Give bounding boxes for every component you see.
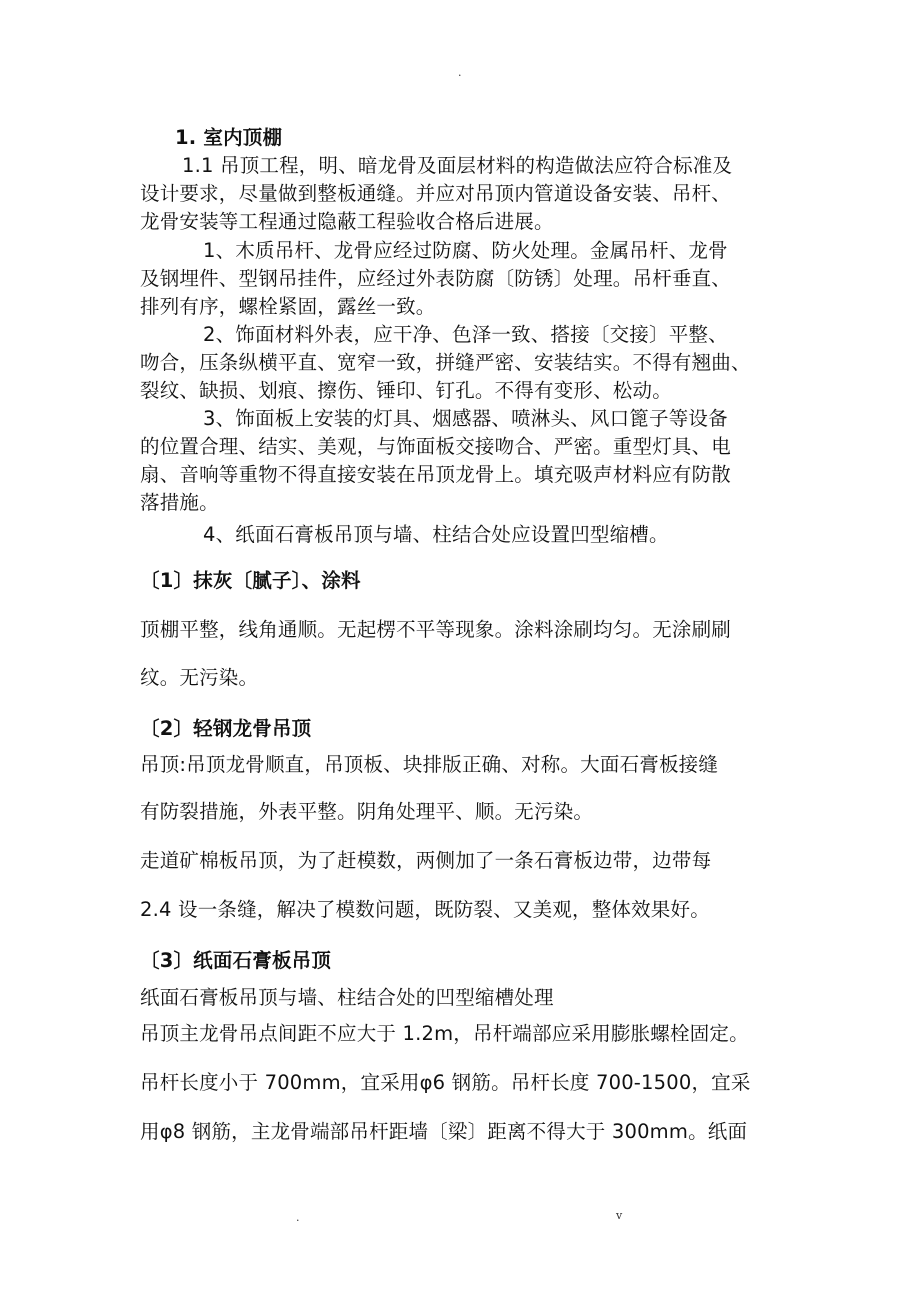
paragraph-line: 纸面石膏板吊顶与墙、柱结合处的凹型缩槽处理 [140,986,554,1009]
subsection-title: 〔1〕抹灰〔腻子〕、涂料 [140,569,361,592]
list-item-line: 落措施。 [140,491,219,514]
footer-right-mark: v [616,1209,623,1222]
paragraph-line: 龙骨安装等工程通过隐蔽工程验收合格后进展。 [140,210,554,233]
paragraph-line: 有防裂措施，外表平整。阴角处理平、顺。无污染。 [140,800,594,823]
list-item-line: 3、饰面板上安装的灯具、烟感器、喷淋头、风口篦子等设备 [203,407,728,430]
paragraph-line: 吊杆长度小于 700mm，宜采用φ6 钢筋。吊杆长度 700-1500，宜采 [140,1071,751,1094]
paragraph-line: 顶棚平整，线角通顺。无起楞不平等现象。涂料涂刷均匀。无涂刷刷 [140,618,732,641]
paragraph-line: 纹。无污染。 [140,666,259,689]
subsection-title: 〔2〕轻钢龙骨吊顶 [140,717,312,740]
list-item-line: 4、纸面石膏板吊顶与墙、柱结合处应设置凹型缩槽。 [203,523,669,546]
list-item-line: 排列有序，螺栓紧固，露丝一致。 [140,295,436,318]
list-item-line: 裂纹、缺损、划痕、擦伤、锤印、钉孔。不得有变形、松动。 [140,379,672,402]
paragraph-line: 吊顶主龙骨吊点间距不应大于 1.2m，吊杆端部应采用膨胀螺栓固定。 [140,1022,749,1045]
paragraph-line: 2.4 设一条缝，解决了模数问题，既防裂、又美观，整体效果好。 [140,898,710,921]
paragraph-line: 1.1 吊顶工程，明、暗龙骨及面层材料的构造做法应符合标准及 [182,154,733,177]
section-title: 1. 室内顶棚 [175,126,283,149]
paragraph-line: 用φ8 钢筋，主龙骨端部吊杆距墙〔梁〕距离不得大于 300mm。纸面 [140,1120,748,1143]
list-item-line: 及钢埋件、型钢吊挂件，应经过外表防腐〔防锈〕处理。吊杆垂直、 [140,267,732,290]
list-item-line: 的位置合理、结实、美观，与饰面板交接吻合、严密。重型灯具、电 [140,435,732,458]
subsection-title: 〔3〕纸面石膏板吊顶 [140,949,332,972]
list-item-line: 2、饰面材料外表，应干净、色泽一致、搭接〔交接〕平整、 [203,323,728,346]
footer-left-mark: . [296,1211,300,1224]
list-item-line: 吻合，压条纵横平直、宽窄一致，拼缝严密、安装结实。不得有翘曲、 [140,351,751,374]
paragraph-line: 设计要求，尽量做到整板通缝。并应对吊顶内管道设备安装、吊杆、 [140,182,732,205]
paragraph-line: 走道矿棉板吊顶，为了赶模数，两侧加了一条石膏板边带，边带每 [140,849,712,872]
list-item-line: 1、木质吊杆、龙骨应经过防腐、防火处理。金属吊杆、龙骨 [203,239,728,262]
list-item-line: 扇、音响等重物不得直接安装在吊顶龙骨上。填充吸声材料应有防散 [140,463,732,486]
paragraph-line: 吊顶:吊顶龙骨顺直，吊顶板、块排版正确、对称。大面石膏板接缝 [140,753,719,776]
header-mark: . [458,66,462,79]
